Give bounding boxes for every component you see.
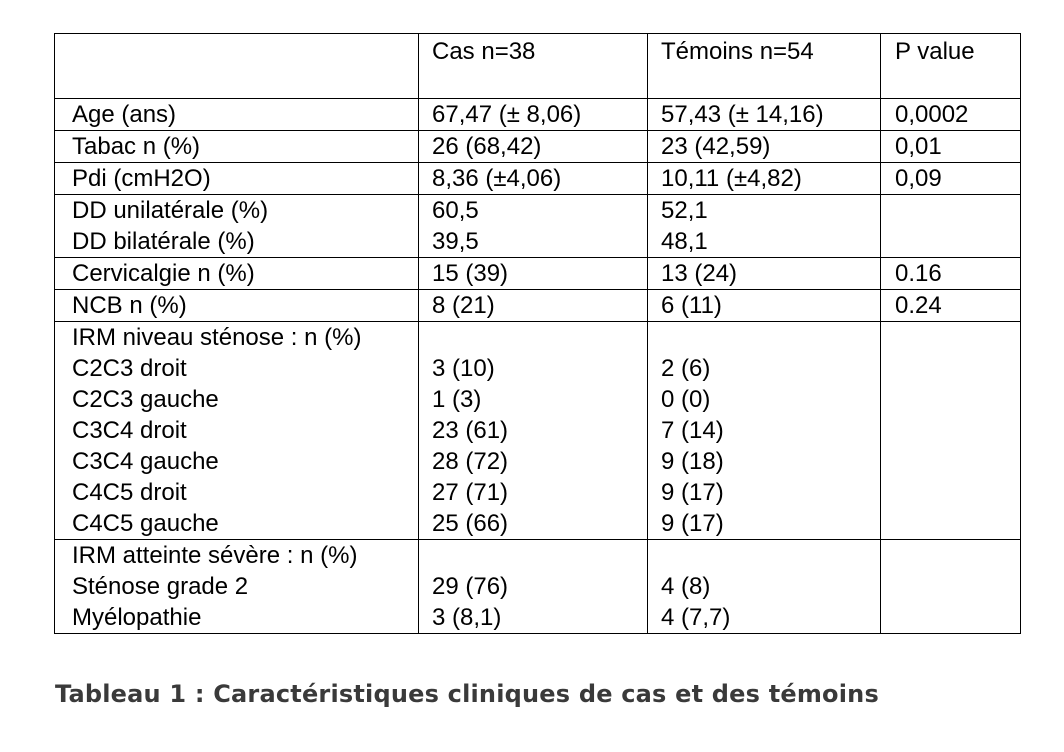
cell-line: 8 (21) — [432, 292, 495, 319]
cell-line: 27 (71) — [432, 479, 509, 506]
cell-line: Sténose grade 2 — [72, 573, 249, 600]
cell-line: C2C3 droit — [72, 355, 187, 382]
cell-line — [432, 322, 647, 353]
controls-cell — [648, 195, 881, 258]
p-value-cell — [881, 322, 1021, 540]
label-cell — [55, 258, 419, 290]
cell-line: 57,43 (± 14,16) — [661, 101, 824, 128]
p-value-cell — [881, 131, 1021, 163]
cell-line: 15 (39) — [432, 260, 509, 287]
cell-line: 67,47 (± 8,06) — [432, 101, 582, 128]
cell-line: 23 (61) — [432, 417, 509, 444]
cell-line: 3 (8,1) — [432, 604, 502, 631]
table-row — [55, 163, 1021, 195]
p-value-cell — [881, 258, 1021, 290]
cell-line: 28 (72) — [432, 448, 509, 475]
cell-line: Myélopathie — [72, 604, 202, 631]
label-cell — [55, 195, 419, 258]
controls-cell — [648, 540, 881, 634]
cell-line: 23 (42,59) — [661, 133, 771, 160]
header-label: Cas n=38 — [432, 38, 536, 65]
header-cell-controls — [648, 34, 881, 99]
cell-line: 9 (17) — [661, 510, 724, 537]
cell-line: C2C3 gauche — [72, 386, 219, 413]
controls-cell — [648, 258, 881, 290]
cases-cell — [419, 290, 648, 322]
cell-line: 0,09 — [895, 165, 942, 192]
table-body — [55, 34, 1021, 634]
cell-line: 0.16 — [895, 260, 942, 287]
label-cell — [55, 322, 419, 540]
table-row — [55, 258, 1021, 290]
cell-line: C4C5 gauche — [72, 510, 219, 537]
label-cell — [55, 99, 419, 131]
cell-line: 4 (7,7) — [661, 604, 731, 631]
cell-line: IRM niveau sténose : n (%) — [72, 324, 362, 351]
cell-line: 25 (66) — [432, 510, 509, 537]
controls-cell — [648, 290, 881, 322]
p-value-cell — [881, 540, 1021, 634]
p-value-cell — [881, 195, 1021, 258]
cell-line: 0.24 — [895, 292, 942, 319]
cell-line: DD bilatérale (%) — [72, 228, 255, 255]
label-cell — [55, 163, 419, 195]
p-value-cell — [881, 163, 1021, 195]
cases-cell — [419, 163, 648, 195]
cases-cell — [419, 322, 648, 540]
controls-cell — [648, 131, 881, 163]
cell-line: 48,1 — [661, 228, 708, 255]
cell-line — [432, 540, 647, 571]
cell-line: 26 (68,42) — [432, 133, 542, 160]
cell-line: 1 (3) — [432, 386, 482, 413]
controls-cell — [648, 163, 881, 195]
table-row — [55, 131, 1021, 163]
cell-line: Age (ans) — [72, 101, 177, 128]
cell-line: C3C4 droit — [72, 417, 187, 444]
cell-line: 13 (24) — [661, 260, 738, 287]
clinical-characteristics-table — [54, 33, 1021, 634]
table-row — [55, 195, 1021, 258]
cell-line — [895, 195, 1020, 226]
cell-line: IRM atteinte sévère : n (%) — [72, 542, 358, 569]
controls-cell — [648, 99, 881, 131]
cell-line: NCB n (%) — [72, 292, 187, 319]
cell-line: 0 (0) — [661, 386, 711, 413]
table-row — [55, 99, 1021, 131]
table-header-row — [55, 34, 1021, 99]
cell-line: 52,1 — [661, 197, 708, 224]
cell-line — [895, 322, 1020, 353]
p-value-cell — [881, 99, 1021, 131]
cell-line: 2 (6) — [661, 355, 711, 382]
cell-line: 6 (11) — [661, 292, 722, 319]
table-row — [55, 540, 1021, 634]
cell-line: Tabac n (%) — [72, 133, 201, 160]
cell-line: 9 (18) — [661, 448, 724, 475]
table-caption: Tableau 1 : Caractéristiques cliniques de cas et des témoins — [55, 680, 879, 708]
cases-cell — [419, 131, 648, 163]
cell-line: 0,01 — [895, 133, 942, 160]
header-cell-p-value — [881, 34, 1021, 99]
header-cell-cases — [419, 34, 648, 99]
cell-line — [661, 322, 880, 353]
cell-line: Pdi (cmH2O) — [72, 165, 211, 192]
cell-line: 29 (76) — [432, 573, 509, 600]
cell-line: 39,5 — [432, 228, 479, 255]
label-cell — [55, 131, 419, 163]
cases-cell — [419, 99, 648, 131]
table-row — [55, 290, 1021, 322]
cases-cell — [419, 258, 648, 290]
cell-line: 7 (14) — [661, 417, 724, 444]
cell-line: Cervicalgie n (%) — [72, 260, 255, 287]
cell-line: 8,36 (±4,06) — [432, 165, 562, 192]
header-label: Témoins n=54 — [661, 38, 814, 65]
cell-line: 4 (8) — [661, 573, 711, 600]
p-value-cell — [881, 290, 1021, 322]
header-cell-empty — [55, 34, 419, 99]
controls-cell — [648, 322, 881, 540]
table-row — [55, 322, 1021, 540]
label-cell — [55, 540, 419, 634]
header-label: P value — [895, 38, 975, 65]
cell-line — [661, 540, 880, 571]
cell-line: C4C5 droit — [72, 479, 187, 506]
cell-line: 10,11 (±4,82) — [661, 165, 802, 192]
cell-line: DD unilatérale (%) — [72, 197, 269, 224]
cases-cell — [419, 195, 648, 258]
cell-line: 9 (17) — [661, 479, 724, 506]
cell-line — [895, 540, 1020, 571]
cell-line: 3 (10) — [432, 355, 495, 382]
cell-line: 60,5 — [432, 197, 479, 224]
cell-line: 0,0002 — [895, 101, 969, 128]
cases-cell — [419, 540, 648, 634]
cell-line: C3C4 gauche — [72, 448, 219, 475]
label-cell — [55, 290, 419, 322]
